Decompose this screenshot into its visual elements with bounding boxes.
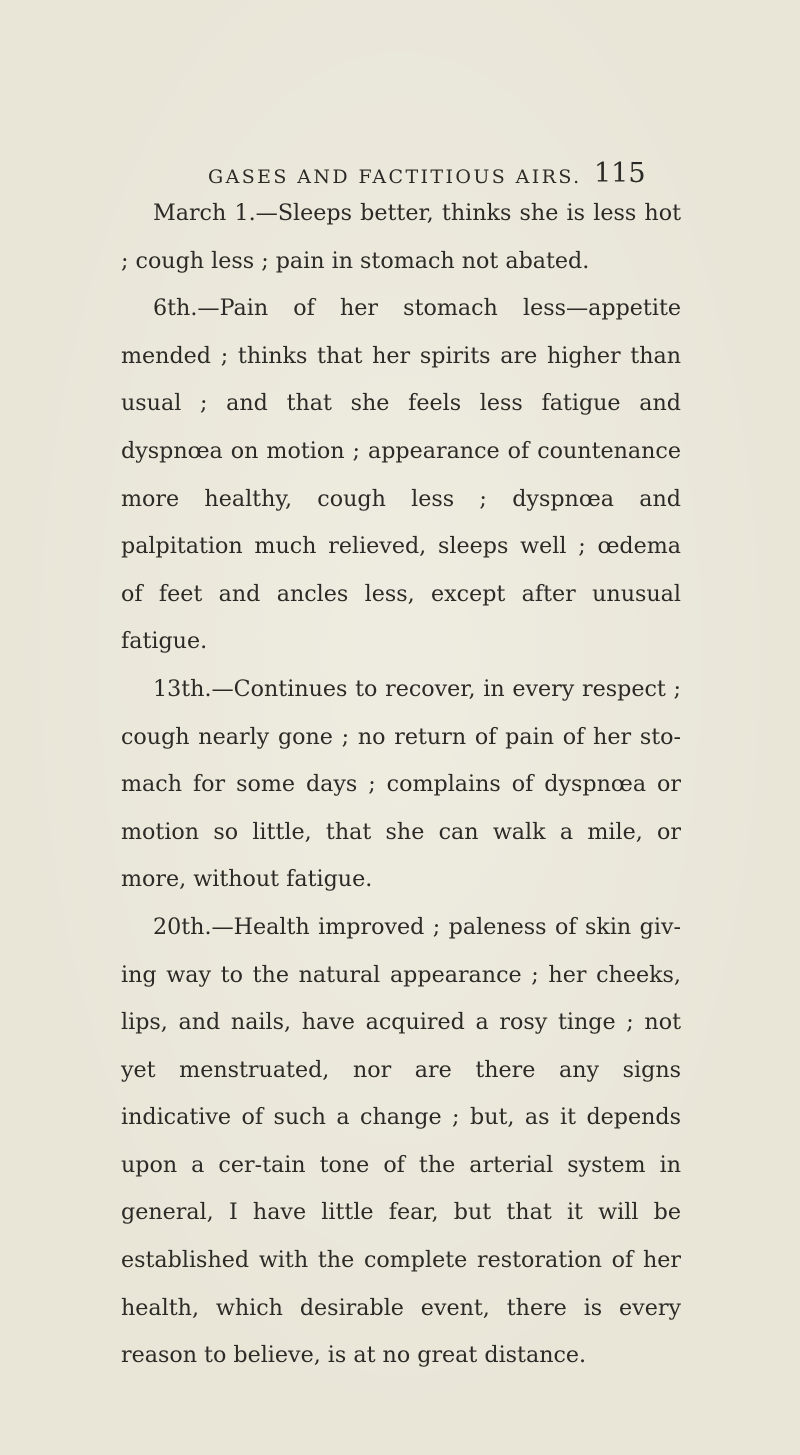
body-text xyxy=(121,190,681,1380)
paragraph-13th: 13th.—Continues to recover, in every respect ; cough nearly gone ; no return of pain of her sto-mach for some days ; complains of dyspnœa or motion so little, that she can walk a mile, or more, without fatigue. xyxy=(121,675,681,893)
paragraph-6th: 6th.—Pain of her stomach less—appetite mended ; thinks that her spirits are higher than usual ; and that she feels less fatigue and dyspnœa on motion ; appearance of countenance more healthy, cough less ; dyspnœa and palpitation much relieved, sleeps well ; œdema of feet and ancles less, except after unusual fatigue. xyxy=(121,295,681,655)
running-head-title: GASES AND FACTITIOUS AIRS. xyxy=(208,166,582,188)
page-number: 115 xyxy=(594,158,646,189)
paragraph-march-1: March 1.—Sleeps better, thinks she is less hot ; cough less ; pain in stomach not abated. xyxy=(121,200,681,274)
paragraph-20th: 20th.—Health improved ; paleness of skin giv-ing way to the natural appearance ; her cheeks, lips, and nails, have acquired a rosy tinge ; not yet menstruated, nor are there any signs indicative of such a change ; but, as it depends upon a cer-tain tone of the arterial system in general, I have little fear, but that it will be established with the complete restoration of her health, which desirable event, there is every reason to believe, is at no great distance. xyxy=(121,913,681,1369)
